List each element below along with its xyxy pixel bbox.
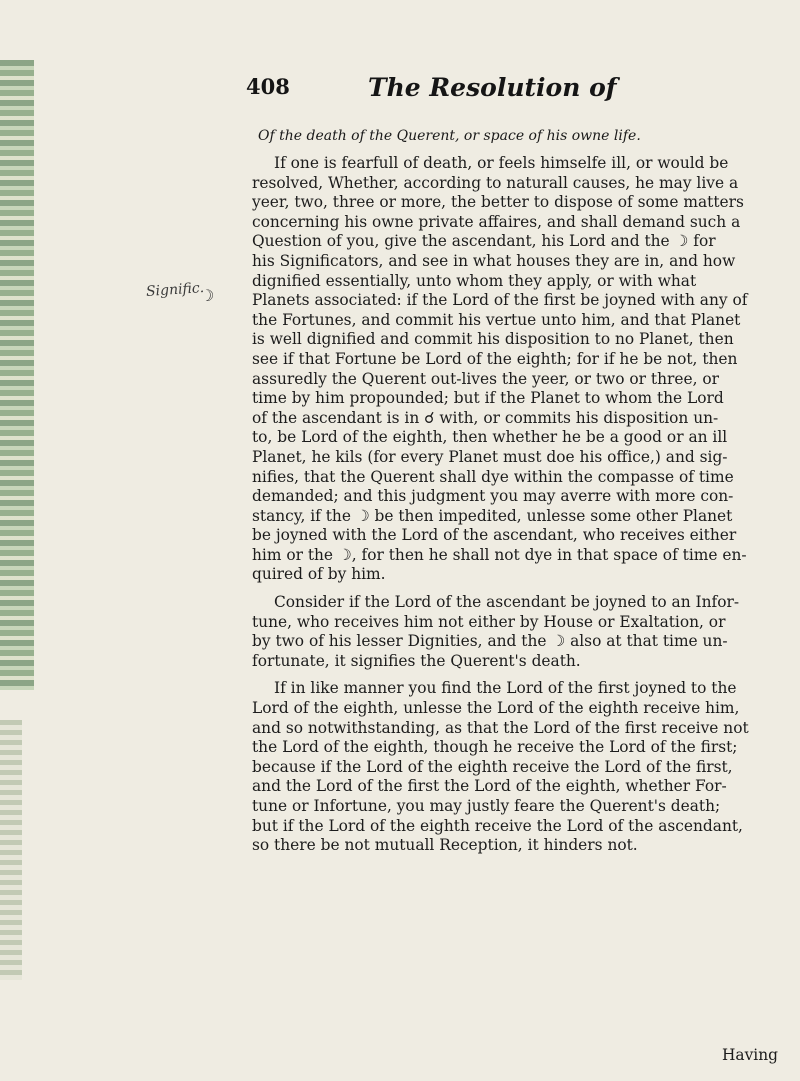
text-line: assuredly the Querent out-lives the yeer, or two or three, or xyxy=(252,369,719,388)
text-line: the Fortunes, and commit his vertue unto him, and that Planet xyxy=(252,310,741,329)
body-text xyxy=(252,154,792,856)
page-number: 408 xyxy=(246,74,290,99)
text-line: Consider if the Lord of the ascendant be joyned to an Infor- xyxy=(274,593,740,612)
text-line: Lord of the eighth, unlesse the Lord of the eighth receive him, xyxy=(252,699,740,718)
text-line: nifies, that the Querent shall dye within the compasse of time xyxy=(252,467,734,486)
paragraph-gap xyxy=(252,671,792,679)
text-line: Question of you, give the ascendant, his Lord and the ☽ for xyxy=(252,232,716,251)
section-title: Of the death of the Querent, or space of his owne life. xyxy=(258,128,641,144)
text-line: and so notwithstanding, as that the Lord of the first receive not xyxy=(252,718,749,737)
page-header xyxy=(246,74,776,114)
text-line: quired of by him. xyxy=(252,565,386,584)
text-line: is well dignified and commit his disposition to no Planet, then xyxy=(252,330,734,349)
running-title: The Resolution of xyxy=(368,73,617,102)
text-line: to, be Lord of the eighth, then whether he be a good or an ill xyxy=(252,428,728,447)
text-line: Planet, he kils (for every Planet must doe his office,) and sig- xyxy=(252,447,728,466)
text-line: him or the ☽, for then he shall not dye in that space of time en- xyxy=(252,545,747,564)
text-line: tune, who receives him not either by House or Exaltation, or xyxy=(252,612,726,631)
text-line: fortunate, it signifies the Querent's death. xyxy=(252,651,581,670)
text-line: stancy, if the ☽ be then impedited, unlesse some other Planet xyxy=(252,506,733,525)
text-line: and the Lord of the first the Lord of the eighth, whether For- xyxy=(252,777,727,796)
text-line: be joyned with the Lord of the ascendant, who receives either xyxy=(252,526,737,545)
text-line: his Significators, and see in what houses they are in, and how xyxy=(252,251,736,270)
moon-glyph-icon: ☽ xyxy=(200,286,215,305)
text-line: demanded; and this judgment you may averre with more con- xyxy=(252,487,734,506)
paragraph-gap xyxy=(252,585,792,593)
text-line: resolved, Whether, according to naturall causes, he may live a xyxy=(252,173,739,192)
text-line: see if that Fortune be Lord of the eighth; for if he be not, then xyxy=(252,349,738,368)
text-line: of the ascendant is in ☌ with, or commits his disposition un- xyxy=(252,408,719,427)
text-line: dignified essentially, unto whom they apply, or with what xyxy=(252,271,697,290)
text-line: so there be not mutuall Reception, it hinders not. xyxy=(252,836,638,855)
text-line: tune or Infortune, you may justly feare the Querent's death; xyxy=(252,797,721,815)
facing-page-bleed xyxy=(0,60,34,690)
text-line: If one is fearfull of death, or feels himselfe ill, or would be xyxy=(274,154,729,172)
margin-annotation: Signific. xyxy=(145,279,205,301)
text-line: time by him propounded; but if the Planet to whom the Lord xyxy=(252,389,724,408)
text-line: concerning his owne private affaires, and shall demand such a xyxy=(252,212,741,231)
text-line: the Lord of the eighth, though he receive the Lord of the first; xyxy=(252,738,738,757)
text-line: Planets associated: if the Lord of the first be joyned with any of xyxy=(252,291,748,310)
facing-page-bleed-lower xyxy=(0,720,22,980)
text-line: by two of his lesser Dignities, and the ☽ also at that time un- xyxy=(252,632,728,651)
text-line: If in like manner you find the Lord of the first joyned to the xyxy=(274,679,737,698)
catchword: Having xyxy=(722,1046,778,1064)
text-line: because if the Lord of the eighth receive the Lord of the first, xyxy=(252,757,733,776)
text-line: yeer, two, three or more, the better to dispose of some matters xyxy=(252,193,744,212)
text-line: but if the Lord of the eighth receive the Lord of the ascendant, xyxy=(252,816,743,835)
